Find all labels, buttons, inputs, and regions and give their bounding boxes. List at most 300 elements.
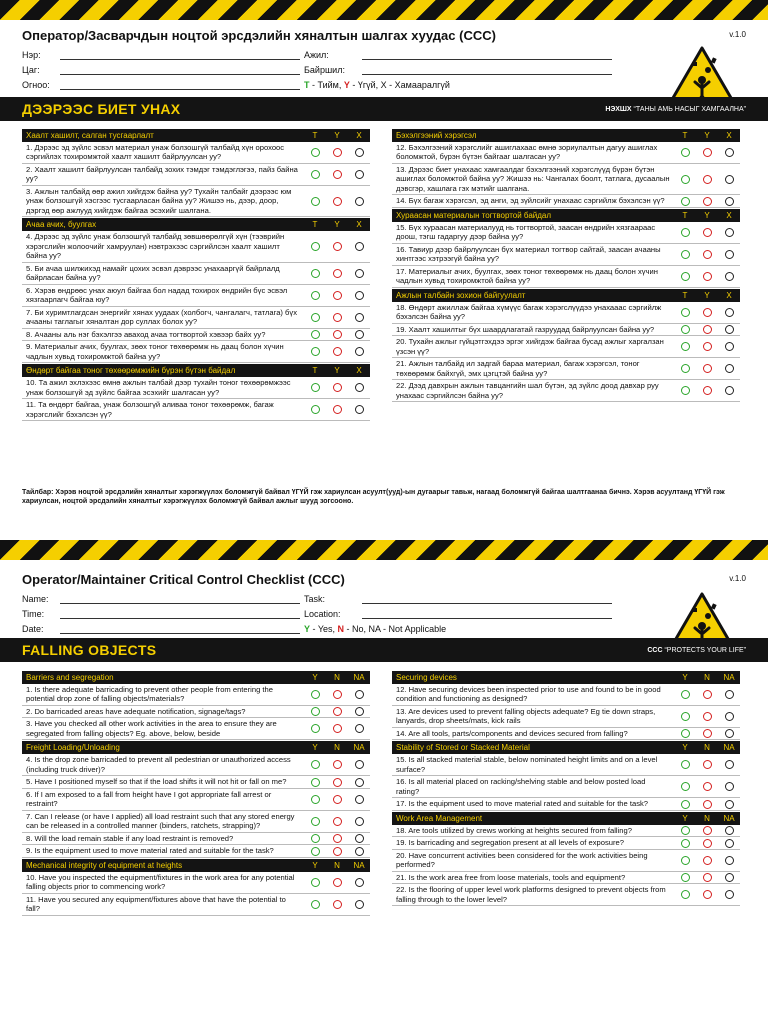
answer-na-radio[interactable] [725, 272, 734, 281]
question-row [392, 706, 740, 728]
question-text: 5. Have I positioned myself so that if the load shifts it will not hit or fall on me? [26, 777, 287, 787]
question-row [392, 754, 740, 776]
question-text: 17. Материалыг ачих, буулгах, зөөх тоног төхөөрөмж нь даац болон хүчин чадлын хувьд тохиромжтой байна уу? [396, 266, 658, 286]
answer-no-radio[interactable] [333, 330, 342, 339]
answer-no-radio[interactable] [703, 148, 712, 157]
column-header: Y [704, 131, 710, 140]
column-header: X [726, 290, 732, 300]
column-header: N [334, 673, 340, 682]
column-header: X [356, 220, 362, 230]
answer-na-radio[interactable] [725, 228, 734, 237]
section-banner [0, 97, 768, 121]
answer-no-radio[interactable] [703, 839, 712, 848]
answer-na-radio[interactable] [355, 760, 364, 769]
column-header: Y [682, 673, 688, 682]
column-header: T [312, 220, 318, 230]
question-text: 1. Дэрээс эд зүйлс эсвэл материал унаж болзошгүй талбайд хүн орохоос сэргийлэх тохиромжтой хаалт хашилт байрлуулсан уу? [26, 143, 285, 162]
answer-yes-radio[interactable] [681, 760, 690, 769]
section-heading-label: Work Area Management [396, 813, 483, 823]
answer-yes-radio[interactable] [311, 170, 320, 179]
answer-no-radio[interactable] [333, 269, 342, 278]
banner-tagline: CCC “PROTECTS YOUR LIFE” [647, 646, 746, 654]
question-text: 6. Хэрэв өндрөөс унах аюул байгаа бол надад тохирох өндрийн бүс эсвэл хязгаарлагч байгаа юу? [26, 285, 288, 305]
answer-no-radio[interactable] [333, 242, 342, 251]
answer-na-radio[interactable] [355, 690, 364, 699]
column-header: Y [312, 860, 318, 870]
answer-yes-radio[interactable] [681, 712, 690, 721]
answer-yes-radio[interactable] [681, 856, 690, 865]
answer-no-radio[interactable] [333, 817, 342, 826]
question-row [392, 684, 740, 706]
question-text: 10. Have you inspected the equipment/fixtures in the work area for any potential falling objects prior to commencing work? [26, 872, 295, 892]
question-text: 12. Have securing devices been inspected prior to use and found to be in good condition and functioning as designed? [396, 685, 661, 704]
answer-no-radio[interactable] [333, 847, 342, 856]
question-text: 7. Би хуримтлагдсан энергийг хянах уудаах (холбогч, чангалагч, татлага) бүх ачааны таглагыг хяналтан дор суллах болох уу? [26, 307, 297, 327]
answer-na-radio[interactable] [355, 778, 364, 787]
column-header: X [726, 210, 732, 220]
question-text: 15. Бүх хураасан материалууд нь тогтвортой, заасан өндрийн хязгаараас доош, тэгш гадаргуу дээр байна уу? [396, 222, 656, 242]
answer-na-radio[interactable] [725, 856, 734, 865]
section-heading-label: Securing devices [396, 673, 457, 682]
hazard-stripe [0, 540, 768, 560]
question-text: 13. Are devices used to prevent falling objects adequate? Eg tie down straps, lanyards, drop sheets/mats, kick rails [396, 706, 656, 726]
section-heading [22, 671, 370, 684]
section-heading [22, 859, 370, 872]
answer-no-radio[interactable] [333, 347, 342, 356]
question-text: 16. Тавиур дээр байрлуулсан бүх материал тогтвор сайтай, заасан ачааны хинтгээс хэтрээгүй байна уу? [396, 244, 661, 264]
answer-yes-radio[interactable] [311, 847, 320, 856]
column-header: T [682, 131, 688, 140]
question-row [392, 776, 740, 798]
section-heading [392, 289, 740, 302]
question-row [22, 263, 370, 285]
question-text: 22. Is the flooring of upper level work platforms designed to prevent objects from falling through to the lower level? [396, 885, 666, 904]
answer-no-radio[interactable] [703, 250, 712, 259]
answer-na-radio[interactable] [725, 839, 734, 848]
section-heading [392, 209, 740, 222]
answer-no-radio[interactable] [703, 826, 712, 835]
answer-na-radio[interactable] [355, 405, 364, 414]
name-field[interactable]: Name: [22, 594, 49, 604]
answer-na-radio[interactable] [355, 291, 364, 300]
section-heading-label: Хаалт хашилт, салган тусгаарлалт [26, 131, 154, 140]
question-text: 5. Би ачаа шилжихэд намайг цохих эсвэл дэврээс унахааргүй байрлалд байрласан байна уу? [26, 263, 280, 283]
question-row [392, 358, 740, 380]
question-row [392, 324, 740, 336]
section-heading [22, 741, 370, 754]
answer-na-radio[interactable] [725, 890, 734, 899]
question-text: 17. Is the equipment used to move material rated and suitable for the task? [396, 799, 649, 809]
question-text: 14. Бүх багаж хэрэгсэл, эд анги, эд зүйлсийг унахаас сэргийлж бэхэлсэн үү? [396, 196, 665, 206]
section-heading [392, 741, 740, 754]
answer-yes-radio[interactable] [681, 325, 690, 334]
answer-no-radio[interactable] [333, 383, 342, 392]
answer-na-radio[interactable] [725, 712, 734, 721]
answer-no-radio[interactable] [333, 291, 342, 300]
question-row [22, 186, 370, 217]
answer-yes-radio[interactable] [311, 330, 320, 339]
answer-yes-radio[interactable] [681, 228, 690, 237]
section-heading-label: Бэхэлгээний хэрэгсэл [396, 131, 477, 140]
question-text: 11. Have you secured any equipment/fixtures above that have the potential to fall? [26, 894, 286, 914]
answer-no-radio[interactable] [703, 782, 712, 791]
answer-no-radio[interactable] [703, 890, 712, 899]
answer-yes-radio[interactable] [311, 347, 320, 356]
column-header: NA [353, 860, 365, 870]
question-row [22, 329, 370, 341]
question-text: 4. Дэрээс эд зүйлс унаж болзошгүй талбайд зөвшөөрөлгүй хүн (тээврийн хэрэгслийн жолоочийг хамруулан) нэвтрэхээс сэргийлсэн хаалт хашилт байна уу? [26, 232, 285, 261]
question-row [22, 833, 370, 845]
question-row [22, 894, 370, 916]
answer-no-radio[interactable] [333, 900, 342, 909]
banner-title: FALLING OBJECTS [22, 642, 157, 658]
time-field[interactable]: Time: [22, 609, 44, 619]
answer-na-radio[interactable] [355, 347, 364, 356]
question-row [22, 845, 370, 857]
question-row [392, 195, 740, 207]
question-text: 14. Are all tools, parts/components and devices secured from falling? [396, 728, 628, 738]
answer-no-radio[interactable] [703, 856, 712, 865]
question-text: 18. Are tools utilized by crews working at heights secured from falling? [396, 825, 632, 835]
answer-yes-radio[interactable] [311, 878, 320, 887]
column-header: Y [334, 220, 340, 230]
answer-yes-radio[interactable] [681, 729, 690, 738]
answer-yes-radio[interactable] [681, 197, 690, 206]
answer-legend: Y - Yes, N - No, NA - Not Applicable [304, 624, 447, 634]
question-row [22, 776, 370, 788]
column-header: N [704, 673, 710, 682]
section-heading-label: Ажлын талбайн зохион байгуулалт [396, 290, 526, 300]
column-header: X [356, 131, 362, 140]
column-header: NA [723, 673, 735, 682]
answer-na-radio[interactable] [355, 148, 364, 157]
question-row [392, 222, 740, 244]
answer-no-radio[interactable] [703, 308, 712, 317]
question-row [392, 266, 740, 288]
section-heading-label: Mechanical integrity of equipment at heights [26, 860, 183, 870]
section-heading [392, 671, 740, 684]
answer-no-radio[interactable] [333, 778, 342, 787]
answer-na-radio[interactable] [725, 690, 734, 699]
answer-yes-radio[interactable] [311, 900, 320, 909]
question-row [392, 142, 740, 164]
answer-no-radio[interactable] [333, 795, 342, 804]
question-row [22, 142, 370, 164]
column-header: T [682, 210, 688, 220]
answer-yes-radio[interactable] [681, 148, 690, 157]
answer-yes-radio[interactable] [311, 291, 320, 300]
column-header: NA [723, 813, 735, 823]
question-row [392, 728, 740, 740]
question-text: 1. Is there adequate barricading to prevent other people from entering the potential drop zone of falling objects/materials? [26, 685, 273, 704]
question-row [22, 789, 370, 811]
task-field[interactable]: Ажил: [304, 50, 329, 60]
answer-na-radio[interactable] [725, 342, 734, 351]
answer-yes-radio[interactable] [311, 405, 320, 414]
answer-yes-radio[interactable] [681, 250, 690, 259]
question-row [392, 850, 740, 872]
section-heading-label: Ачаа ачих, буулгах [26, 220, 97, 230]
answer-yes-radio[interactable] [311, 313, 320, 322]
question-text: 15. Is all stacked material stable, below nominated height limits and on a level surface? [396, 755, 658, 774]
question-row [392, 798, 740, 810]
question-text: 9. Материалыг ачих, буулгах, зөөх тоног төхөөрөмж нь даац болон хүчин чадлын хувьд тохиромжтой байна уу? [26, 342, 284, 361]
question-text: 7. Can I release (or have I applied) all load restraint such that any stored energy can be released in a controlled manner (binders, ratchets, strapping)? [26, 811, 295, 831]
answer-na-radio[interactable] [355, 313, 364, 322]
question-row [392, 825, 740, 837]
answer-na-radio[interactable] [355, 269, 364, 278]
column-header: Y [334, 366, 340, 376]
answer-no-radio[interactable] [703, 712, 712, 721]
answer-no-radio[interactable] [703, 729, 712, 738]
question-row [392, 164, 740, 195]
answer-no-radio[interactable] [703, 325, 712, 334]
answer-na-radio[interactable] [725, 826, 734, 835]
question-row [22, 684, 370, 706]
answer-yes-radio[interactable] [311, 269, 320, 278]
section-heading-label: Өндөрт байгаа тоног төхөөрөмжийн бүрэн бүтэн байдал [26, 366, 236, 376]
column-header: NA [353, 673, 365, 682]
question-text: 20. Тухайн ажлыг гүйцэтгэхдээ эргэг хийгдэж байгаа бусад ажлыг харгалзан үзсэн үү? [396, 337, 664, 356]
question-text: 6. If I am exposed to a fall from height have I got appropriate fall arrest or restraint? [26, 789, 272, 809]
banner-title: ДЭЭРЭЭС БИЕТ УНАХ [22, 101, 181, 117]
question-text: 10. Та ажил эхлэхээс өмнө ажлын талбай дээр тухайн тоног төхөөрөмжээс унаж болзошгүй эд зүйлс байгаа эсэхийг шалгасан уу? [26, 378, 291, 397]
checklist-column-right [392, 128, 740, 402]
answer-yes-radio[interactable] [681, 308, 690, 317]
question-text: 19. Is barricading and segregation present at all levels of exposure? [396, 838, 624, 848]
answer-yes-radio[interactable] [311, 197, 320, 206]
column-header: N [704, 813, 710, 823]
answer-yes-radio[interactable] [681, 839, 690, 848]
answer-na-radio[interactable] [355, 170, 364, 179]
answer-na-radio[interactable] [725, 386, 734, 395]
answer-yes-radio[interactable] [311, 707, 320, 716]
answer-na-radio[interactable] [725, 729, 734, 738]
date-field[interactable]: Date: [22, 624, 44, 634]
question-text: 22. Дээд давхрын ажлын тавцангийн шал бүтэн, эд зүйлс доод давхар руу унахаас сэргийлсэн байна уу? [396, 381, 659, 400]
answer-no-radio[interactable] [703, 228, 712, 237]
answer-yes-radio[interactable] [681, 342, 690, 351]
checklist-column-right [392, 670, 740, 906]
answer-na-radio[interactable] [355, 834, 364, 843]
answer-yes-radio[interactable] [681, 272, 690, 281]
section-heading-label: Freight Loading/Unloading [26, 743, 120, 753]
date-field[interactable]: Огноо: [22, 80, 50, 90]
answer-na-radio[interactable] [725, 175, 734, 184]
column-header: X [356, 366, 362, 376]
column-header: Y [312, 673, 318, 682]
answer-no-radio[interactable] [703, 272, 712, 281]
hazard-stripe [0, 0, 768, 20]
question-text: 11. Та өндөрт байгаа, унаж болзошгүй аливаа тоног төхөөрөмж, багаж хэрэгслийг бэхэлсэн үү? [26, 400, 274, 419]
answer-yes-radio[interactable] [311, 242, 320, 251]
question-row [22, 377, 370, 399]
column-header: Y [682, 813, 688, 823]
answer-yes-radio[interactable] [311, 760, 320, 769]
question-text: 21. Ажлын талбайд ил задгай бараа материал, багаж хэрэгсэл, тоног төхөөрөмж байхгүй, эмх цэгцтэй байна уу? [396, 359, 640, 378]
answer-no-radio[interactable] [333, 313, 342, 322]
section-heading-label: Stability of Stored or Stacked Material [396, 743, 530, 753]
question-row [392, 884, 740, 906]
answer-no-radio[interactable] [333, 197, 342, 206]
section-heading [22, 129, 370, 142]
question-row [22, 164, 370, 186]
question-text: 18. Өндөрт ажиллаж байгаа хүмүүс багаж хэрэгслүүдээ унахааас сэргийлж бэхэлсэн байна уу? [396, 302, 662, 322]
column-header: Y [704, 210, 710, 220]
answer-na-radio[interactable] [725, 760, 734, 769]
answer-yes-radio[interactable] [311, 795, 320, 804]
answer-yes-radio[interactable] [681, 782, 690, 791]
answer-na-radio[interactable] [725, 325, 734, 334]
version-label: v.1.0 [729, 30, 746, 39]
answer-na-radio[interactable] [725, 308, 734, 317]
question-text: 8. Ачааны аль нэг бэхэлгээ аваход ачаа тогтвортой хэвээр байх уу? [26, 329, 266, 339]
answer-no-radio[interactable] [333, 834, 342, 843]
question-row [22, 341, 370, 363]
answer-na-radio[interactable] [725, 250, 734, 259]
section-banner [0, 638, 768, 662]
question-row [392, 837, 740, 849]
answer-no-radio[interactable] [333, 707, 342, 716]
column-header: Y [682, 743, 688, 753]
question-row [22, 285, 370, 307]
question-text: 21. Is the work area free from loose materials, tools and equipment? [396, 872, 626, 882]
question-row [22, 307, 370, 329]
answer-no-radio[interactable] [333, 170, 342, 179]
section-heading [392, 812, 740, 825]
answer-no-radio[interactable] [703, 690, 712, 699]
answer-na-radio[interactable] [725, 873, 734, 882]
answer-no-radio[interactable] [703, 386, 712, 395]
answer-yes-radio[interactable] [681, 873, 690, 882]
column-header: Y [312, 743, 318, 753]
question-row [22, 811, 370, 833]
question-text: 12. Бэхэлгээний хэрэгслийг ашиглахаас өмнө зориулалтын дагуу ашиглах боломжтой, бүрэн бүтэн байгааг шалгасан уу? [396, 143, 658, 162]
banner-tagline: НЭХШХ “ТАНЫ АМЬ НАСЫГ ХАМГААЛНА” [605, 105, 746, 113]
answer-no-radio[interactable] [703, 760, 712, 769]
checklist-form-english [0, 540, 768, 1024]
question-row [22, 872, 370, 894]
answer-no-radio[interactable] [333, 148, 342, 157]
answer-na-radio[interactable] [355, 724, 364, 733]
question-row [22, 706, 370, 718]
column-header: NA [723, 743, 735, 753]
location-field[interactable]: Location: [304, 609, 341, 619]
question-text: 3. Ажлын талбайд өөр ажил хийгдэж байна уу? Тухайн талбайг дээрээс юм унаж болзошгүй хэсгээс тусгаарласан байна уу? Жишээ нь, дээр, доор, дэргэд өөр ажлууд хийгдэж байгаа эсэхийг шалгана. [26, 186, 292, 215]
answer-yes-radio[interactable] [681, 890, 690, 899]
answer-no-radio[interactable] [703, 800, 712, 809]
task-field[interactable]: Task: [304, 594, 325, 604]
footnote: Тайлбар: Хэрэв ноцтой эрсдэлийн хяналтыг хэрэгжүүлэх боломжгүй байвал ҮГҮЙ гэж хариулсан асуулт(ууд)-ын дугаарыг тавьж, нагаад боломжгүй байгаа шалтгаанаа бичнэ. Хэрэв асуултанд ҮГҮЙ гэж хариулсан, ноцтой эрсдэлийн хяналтыг хэрэгжүүлэх боломжгүй байвал ажлыг шууд зогсооно. [22, 489, 725, 506]
answer-yes-radio[interactable] [681, 386, 690, 395]
answer-no-radio[interactable] [333, 878, 342, 887]
answer-na-radio[interactable] [725, 782, 734, 791]
answer-na-radio[interactable] [355, 900, 364, 909]
answer-yes-radio[interactable] [311, 724, 320, 733]
time-field[interactable]: Цаг: [22, 65, 40, 75]
answer-legend: T - Тийм, Y - Үгүй, X - Хамааралгүй [304, 80, 450, 90]
version-label: v.1.0 [729, 574, 746, 583]
answer-yes-radio[interactable] [311, 690, 320, 699]
column-header: T [682, 290, 688, 300]
answer-yes-radio[interactable] [311, 817, 320, 826]
question-text: 8. Will the load remain stable if any load restraint is removed? [26, 833, 234, 843]
answer-na-radio[interactable] [355, 707, 364, 716]
answer-na-radio[interactable] [355, 330, 364, 339]
answer-na-radio[interactable] [355, 795, 364, 804]
answer-no-radio[interactable] [333, 760, 342, 769]
column-header: N [334, 860, 340, 870]
answer-na-radio[interactable] [355, 242, 364, 251]
question-text: 13. Дэрээс биет унахаас хамгаалдаг бэхэлгээний хэрэгслүүд бүрэн бүтэн ашиглах боломжтой байна уу? Жишээ нь: Чангалах боолт, татлага, дусаалын дэвсгэр, хашлага гэх мэтийг шалгана. [396, 164, 670, 193]
question-row [392, 872, 740, 884]
answer-no-radio[interactable] [703, 175, 712, 184]
answer-na-radio[interactable] [725, 364, 734, 373]
answer-no-radio[interactable] [703, 342, 712, 351]
checklist-column-left [22, 128, 370, 421]
question-text: 3. Have you checked all other work activities in the area to ensure they are segregated from falling objects? Eg. above, below, beside [26, 719, 277, 738]
column-header: N [334, 743, 340, 753]
column-header: NA [353, 743, 365, 753]
column-header: Y [704, 290, 710, 300]
answer-na-radio[interactable] [355, 847, 364, 856]
answer-no-radio[interactable] [703, 873, 712, 882]
answer-no-radio[interactable] [333, 405, 342, 414]
question-row [22, 754, 370, 776]
answer-na-radio[interactable] [725, 197, 734, 206]
answer-yes-radio[interactable] [681, 364, 690, 373]
answer-no-radio[interactable] [703, 197, 712, 206]
name-field[interactable]: Нэр: [22, 50, 41, 60]
question-text: 4. Is the drop zone barricaded to prevent all pedestrian or unauthorized access (including truck driver)? [26, 755, 291, 774]
column-header: Y [334, 131, 340, 140]
answer-na-radio[interactable] [725, 148, 734, 157]
answer-yes-radio[interactable] [311, 778, 320, 787]
answer-na-radio[interactable] [355, 197, 364, 206]
column-header: N [704, 743, 710, 753]
answer-no-radio[interactable] [333, 690, 342, 699]
question-row [22, 718, 370, 740]
answer-yes-radio[interactable] [311, 383, 320, 392]
answer-na-radio[interactable] [355, 383, 364, 392]
section-heading-label: Barriers and segregation [26, 673, 114, 682]
form-title: Оператор/Засварчдын ноцтой эрсдэлийн хяналтын шалгах хуудас (CCC) [22, 28, 496, 43]
answer-yes-radio[interactable] [681, 826, 690, 835]
answer-yes-radio[interactable] [311, 148, 320, 157]
question-text: 9. Is the equipment used to move material rated and suitable for the task? [26, 846, 274, 856]
answer-no-radio[interactable] [703, 364, 712, 373]
section-heading [392, 129, 740, 142]
answer-yes-radio[interactable] [681, 175, 690, 184]
question-text: 2. Хаалт хашилт байрлуулсан талбайд зохих тэмдэг тэмдэглэгээ, пайз байна уу? [26, 164, 298, 184]
form-title: Operator/Maintainer Critical Control Checklist (CCC) [22, 572, 345, 587]
answer-yes-radio[interactable] [681, 800, 690, 809]
column-header: T [312, 366, 318, 376]
answer-no-radio[interactable] [333, 724, 342, 733]
question-row [392, 244, 740, 266]
answer-na-radio[interactable] [355, 817, 364, 826]
answer-yes-radio[interactable] [681, 690, 690, 699]
column-header: X [726, 131, 732, 140]
answer-na-radio[interactable] [725, 800, 734, 809]
section-heading-label: Хураасан материалын тогтвортой байдал [396, 210, 552, 220]
question-row [22, 399, 370, 421]
section-heading [22, 364, 370, 377]
location-field[interactable]: Байршил: [304, 65, 345, 75]
question-row [22, 231, 370, 262]
answer-yes-radio[interactable] [311, 834, 320, 843]
answer-na-radio[interactable] [355, 878, 364, 887]
